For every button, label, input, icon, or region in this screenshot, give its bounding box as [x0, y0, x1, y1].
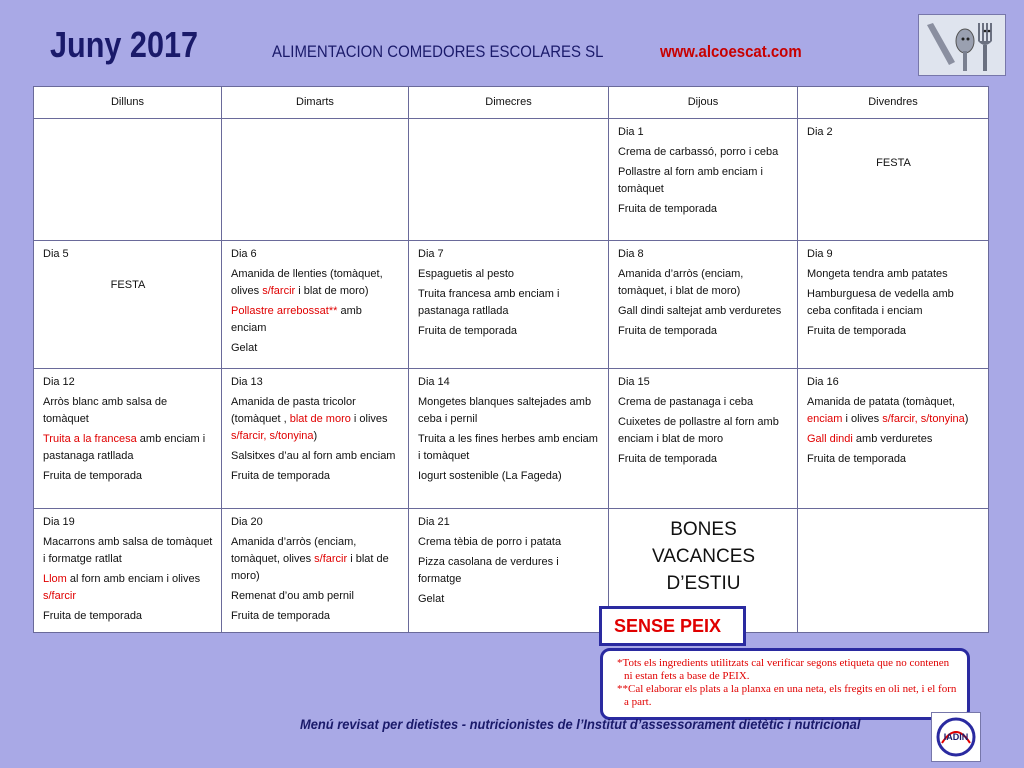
menu-text: Amanida de pasta tricolor (tomàquet , — [231, 396, 356, 425]
week-row — [34, 119, 989, 241]
allergen-highlight: blat de moro — [289, 413, 351, 425]
week-row — [34, 241, 989, 369]
menu-text: al forn amb enciam i olives — [66, 573, 201, 585]
menu-text: amb enciam — [231, 305, 362, 334]
holiday-label: FESTA — [110, 279, 146, 291]
holiday-label: FESTA — [876, 157, 911, 169]
menu-item: Gall dindi saltejat amb verduretes — [618, 305, 782, 317]
menu-item — [807, 394, 980, 428]
day-date: Dia 15 — [618, 376, 650, 388]
menu-item — [807, 431, 980, 448]
menu-item: Fruita de temporada — [418, 325, 518, 337]
day-date: Dia 1 — [618, 126, 644, 138]
allergen-highlight: Pollastre arrebossat** — [231, 305, 338, 317]
allergen-highlight: s/farcir — [43, 590, 76, 602]
menu-item — [231, 394, 400, 445]
weekday-header-dijous: Dijous — [609, 87, 798, 119]
allergen-highlight: s/farcir, s/tonyina — [882, 413, 965, 425]
menu-text: i olives — [350, 413, 388, 425]
menu-item: Amanida d’arròs (enciam, tomàquet, i blat de moro) — [618, 268, 744, 297]
menu-item — [43, 571, 213, 605]
weekday-header-dilluns: Dilluns — [34, 87, 222, 119]
iadin-logo-text: IADIN — [943, 732, 969, 742]
menu-text: ) — [964, 413, 969, 425]
menu-text: i blat de moro) — [295, 285, 369, 297]
day-cell — [609, 241, 798, 369]
day-date: Dia 6 — [231, 248, 257, 260]
day-date: Dia 16 — [807, 376, 839, 388]
menu-item: Truita francesa amb enciam i pastanaga ratllada — [418, 288, 560, 317]
menu-item: Pizza casolana de verdures i formatge — [418, 556, 559, 585]
menu-item: Fruita de temporada — [618, 325, 718, 337]
note-2: **Cal elaborar els plats a la planxa en una neta, els fregits en oli net, i el forn a part. — [617, 683, 957, 708]
weekday-header-dimarts: Dimarts — [222, 87, 409, 119]
menu-item — [43, 431, 213, 465]
menu-item: Pollastre al forn amb enciam i tomàquet — [618, 166, 763, 195]
menu-text: Amanida de llenties (tomàquet, olives — [231, 268, 383, 297]
footer-text: Menú revisat per dietistes - nutricionistes de l’Institut d’assessorament dietètic i nutricional — [300, 716, 861, 732]
summer-holidays-message — [618, 514, 789, 597]
day-date: Dia 20 — [231, 516, 263, 528]
day-cell — [798, 369, 989, 509]
week-row — [34, 509, 989, 633]
menu-item: Fruita de temporada — [43, 470, 143, 482]
menu-item — [231, 534, 400, 585]
allergen-highlight: Truita a la francesa — [43, 433, 137, 445]
allergen-highlight: Llom — [43, 573, 67, 585]
menu-text: amb enciam i pastanaga ratllada — [43, 433, 206, 462]
menu-item: Salsitxes d’au al forn amb enciam — [231, 450, 396, 462]
day-date: Dia 2 — [807, 126, 833, 138]
day-cell — [798, 119, 989, 241]
menu-item: Fruita de temporada — [618, 453, 718, 465]
summer-holidays-line: VACANCES — [651, 546, 756, 567]
allergen-highlight: s/farcir — [262, 285, 296, 297]
day-date: Dia 13 — [231, 376, 263, 388]
menu-item: Gelat — [418, 593, 445, 605]
day-date: Dia 12 — [43, 376, 75, 388]
summer-holidays-line: BONES — [670, 519, 737, 540]
allergen-note-box — [600, 648, 970, 720]
menu-text: Amanida d’arròs (enciam, tomàquet, olives — [231, 536, 357, 565]
company-name: ALIMENTACION COMEDORES ESCOLARES SL — [272, 42, 604, 61]
day-cell — [409, 241, 609, 369]
allergen-highlight: s/farcir — [314, 553, 348, 565]
day-cell — [34, 509, 222, 633]
day-cell — [34, 119, 222, 241]
day-date: Dia 19 — [43, 516, 75, 528]
menu-item: Fruita de temporada — [43, 610, 143, 622]
day-cell — [34, 369, 222, 509]
day-cell — [222, 119, 409, 241]
menu-item: Truita a les fines herbes amb enciam i tomàquet — [418, 433, 598, 462]
menu-item: Mongetes blanques saltejades amb ceba i pernil — [418, 396, 592, 425]
iadin-logo-icon — [931, 712, 981, 762]
day-cell — [222, 241, 409, 369]
menu-item — [231, 266, 400, 300]
allergen-highlight: Gall dindi — [807, 433, 853, 445]
weekday-header-dimecres: Dimecres — [409, 87, 609, 119]
day-cell — [798, 241, 989, 369]
day-cell — [222, 509, 409, 633]
day-cell — [34, 241, 222, 369]
menu-item: Fruita de temporada — [231, 470, 331, 482]
menu-item: Crema de pastanaga i ceba — [618, 396, 754, 408]
day-date: Dia 8 — [618, 248, 644, 260]
weekday-header-row — [34, 87, 989, 119]
weekday-header-divendres: Divendres — [798, 87, 989, 119]
menu-text: ) — [313, 430, 318, 442]
website-link[interactable]: www.alcoescat.com — [660, 42, 802, 61]
day-cell — [409, 509, 609, 633]
menu-text: i blat de moro) — [231, 553, 389, 582]
menu-table — [33, 86, 989, 633]
day-cell — [409, 369, 609, 509]
menu-item: Crema de carbassó, porro i ceba — [618, 146, 779, 158]
day-date: Dia 9 — [807, 248, 833, 260]
day-cell — [222, 369, 409, 509]
menu-text: amb verduretes — [852, 433, 933, 445]
day-cell — [609, 369, 798, 509]
week-row — [34, 369, 989, 509]
menu-item: Crema tèbia de porro i patata — [418, 536, 562, 548]
menu-item: Remenat d’ou amb pernil — [231, 590, 354, 602]
menu-item — [231, 303, 400, 337]
allergen-highlight: enciam — [807, 413, 843, 425]
menu-item: Espaguetis al pesto — [418, 268, 515, 280]
menu-text: i olives — [842, 413, 883, 425]
menu-item: Fruita de temporada — [231, 610, 331, 622]
menu-item: Fruita de temporada — [618, 203, 718, 215]
note-1: *Tots els ingredients utilitzats cal verificar segons etiqueta que no contenen ni estan fets a base de PEIX. — [617, 657, 950, 682]
day-date: Dia 14 — [418, 376, 450, 388]
menu-text: Amanida de patata (tomàquet, — [807, 396, 955, 408]
menu-item: Iogurt sostenible (La Fageda) — [418, 470, 562, 482]
day-date: Dia 7 — [418, 248, 444, 260]
day-cell — [798, 509, 989, 633]
menu-item: Arròs blanc amb salsa de tomàquet — [43, 396, 168, 425]
day-date: Dia 21 — [418, 516, 450, 528]
allergen-highlight: s/farcir, s/tonyina — [231, 430, 314, 442]
menu-item: Gelat — [231, 342, 258, 354]
summer-holidays-line: D’ESTIU — [666, 573, 741, 594]
menu-item: Macarrons amb salsa de tomàquet i formatge ratllat — [43, 536, 213, 565]
menu-item: Hamburguesa de vedella amb ceba confitada i enciam — [807, 288, 954, 317]
menu-item: Mongeta tendra amb patates — [807, 268, 948, 280]
menu-item: Fruita de temporada — [807, 325, 907, 337]
day-cell — [609, 119, 798, 241]
day-cell — [409, 119, 609, 241]
menu-item: Fruita de temporada — [807, 453, 907, 465]
utensils-logo-icon — [918, 14, 1006, 76]
menu-item: Cuixetes de pollastre al forn amb enciam i blat de moro — [618, 416, 779, 445]
day-date: Dia 5 — [43, 248, 69, 260]
page-title: Juny 2017 — [50, 24, 199, 65]
sense-peix-badge: SENSE PEIX — [599, 606, 746, 646]
